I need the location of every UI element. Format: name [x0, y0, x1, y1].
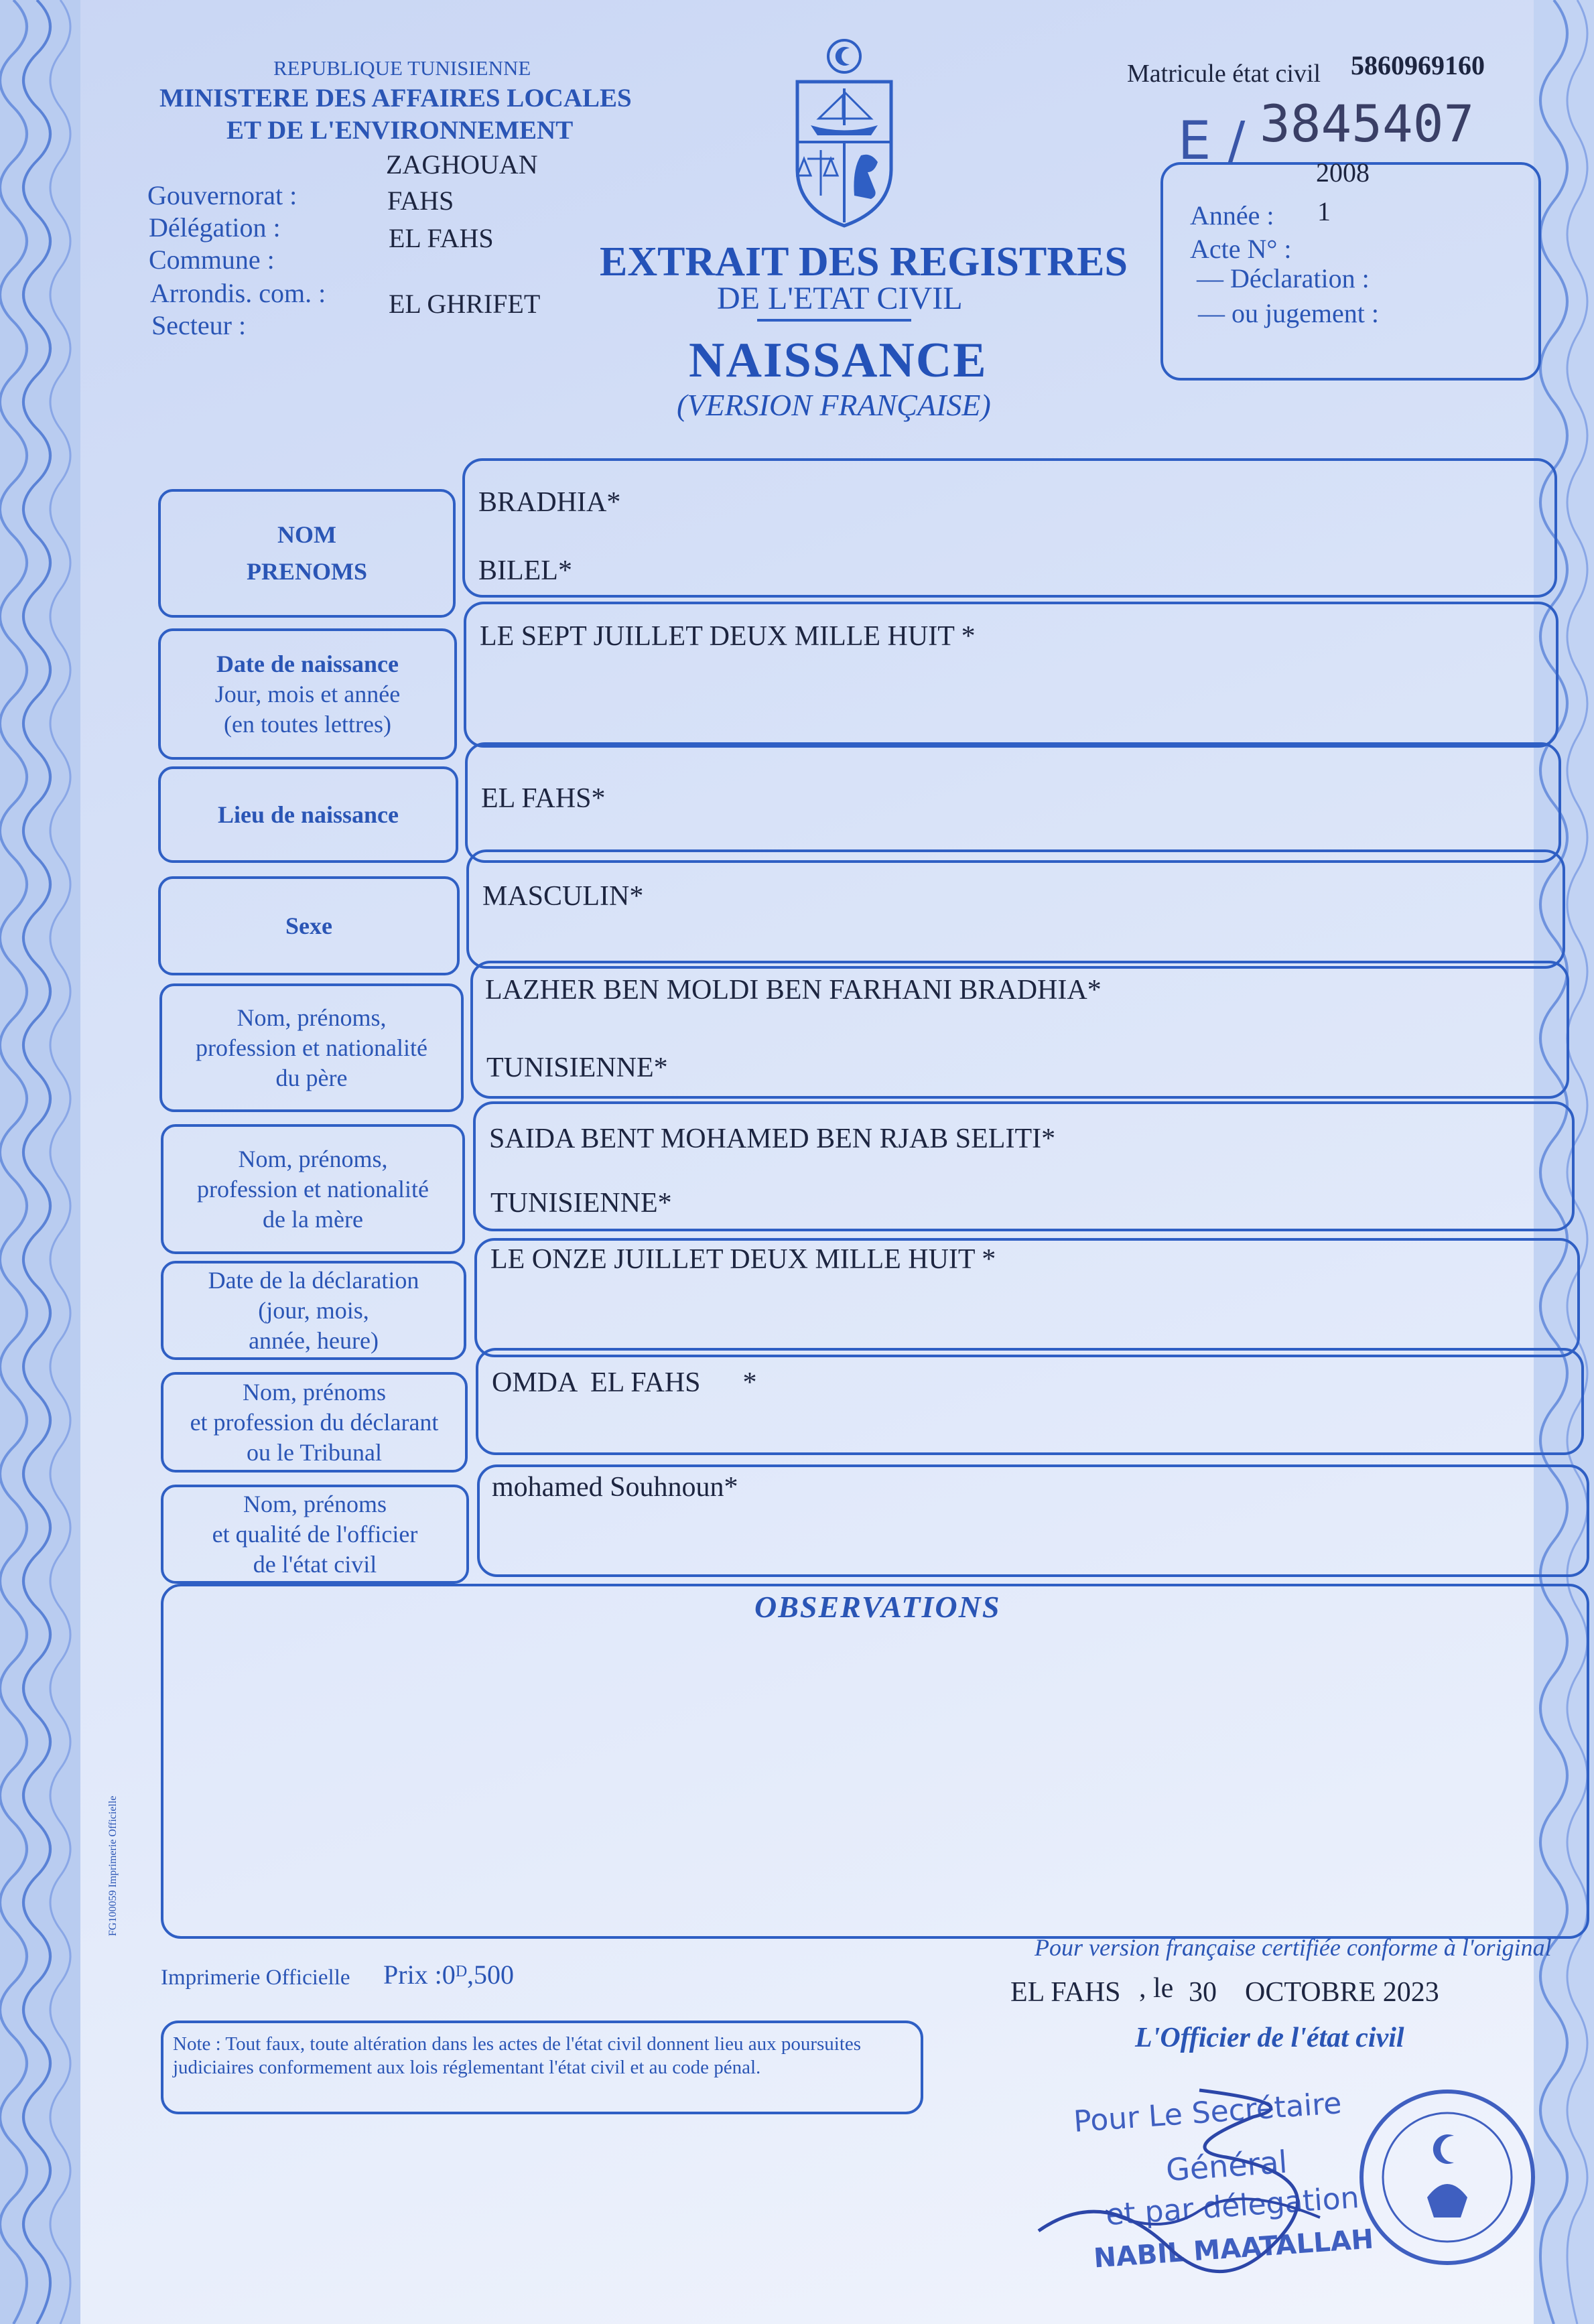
republique-text: REPUBLIQUE TUNISIENNE — [273, 56, 531, 80]
jugement-label: — ou jugement : — [1198, 298, 1379, 328]
declarant-label3: ou le Tribunal — [246, 1438, 383, 1466]
declaration-date-value: LE ONZE JUILLET DEUX MILLE HUIT * — [490, 1244, 996, 1275]
gouvernorat-value: ZAGHOUAN — [386, 149, 538, 180]
title-etat-civil: DE L'ETAT CIVIL — [717, 281, 963, 316]
note-box — [161, 2021, 923, 2114]
pere-label3: du père — [275, 1064, 348, 1091]
nom-label: NOM — [277, 521, 336, 548]
declaration-date-label3: année, heure) — [249, 1326, 379, 1354]
official-seal-icon — [1353, 2083, 1541, 2271]
declaration-date-label1: Date de la déclaration — [208, 1266, 419, 1294]
mere-label2: profession et nationalité — [197, 1175, 429, 1203]
gouvernorat-label: Gouvernorat : — [147, 180, 297, 210]
note-text: Note : Tout faux, toute altération dans les actes de l'état civil donnent lieu aux poursuites judiciaires conformement aux lois réglementant l'état civil et au code pénal. — [173, 2033, 862, 2078]
declarant-label1: Nom, prénoms — [243, 1378, 386, 1406]
mere-label1: Nom, prénoms, — [238, 1145, 388, 1172]
label-sexe — [158, 876, 460, 975]
declaration-date-label2: (jour, mois, — [258, 1296, 369, 1324]
acte-value: 1 — [1317, 196, 1331, 226]
label-declarant — [161, 1372, 468, 1473]
matricule-value: 5860969160 — [1351, 50, 1485, 80]
commune-value: EL FAHS — [389, 223, 494, 253]
label-nom-prenoms — [158, 489, 456, 618]
declaration-label: — Déclaration : — [1197, 263, 1370, 293]
title-naissance: NAISSANCE — [689, 333, 988, 388]
date-text: 30 OCTOBRE 2023 — [1189, 1977, 1439, 2008]
prix-text: Prix :0ᴰ,500 — [383, 1960, 514, 1990]
label-officier — [161, 1485, 469, 1584]
pere-label2: profession et nationalité — [196, 1034, 427, 1061]
mere-value1: SAIDA BENT MOHAMED BEN RJAB SELITI* — [489, 1123, 1056, 1154]
title-version: (VERSION FRANÇAISE) — [677, 388, 991, 422]
stamp-line2: Général — [1165, 2143, 1288, 2189]
sexe-label: Sexe — [285, 912, 332, 939]
annee-value: 2008 — [1316, 157, 1370, 188]
value-box-lieu — [465, 742, 1561, 863]
stamp-line1: Pour Le Secrétaire — [1072, 2086, 1343, 2139]
stamp-line3: et par délegation — [1104, 2180, 1361, 2233]
declarant-value: OMDA EL FAHS * — [492, 1367, 757, 1398]
declarant-label2: et profession du déclarant — [190, 1408, 439, 1436]
date-naissance-value: LE SEPT JUILLET DEUX MILLE HUIT * — [480, 621, 976, 652]
label-date-naissance — [158, 628, 457, 760]
label-mere — [161, 1124, 465, 1254]
commune-label: Commune : — [149, 245, 275, 275]
officier-label1: Nom, prénoms — [243, 1490, 387, 1517]
label-lieu-naissance — [158, 766, 458, 863]
serial-number: 3845407 — [1260, 94, 1475, 153]
mere-value2: TUNISIENNE* — [490, 1188, 672, 1219]
ministere-line2: ET DE L'ENVIRONNEMENT — [226, 116, 574, 145]
ministere-line1: MINISTERE DES AFFAIRES LOCALES — [159, 84, 632, 113]
side-print-code: FG100059 Imprimerie Officielle — [107, 1795, 119, 1936]
imprimerie-text: Imprimerie Officielle — [161, 1966, 350, 1990]
secteur-label: Secteur : — [151, 310, 247, 340]
mere-label3: de la mère — [263, 1205, 363, 1233]
observations-box — [161, 1584, 1589, 1939]
value-box-nom — [462, 458, 1557, 598]
delegation-value: FAHS — [387, 186, 454, 216]
secteur-value: EL GHRIFET — [389, 289, 541, 319]
pere-label1: Nom, prénoms, — [237, 1004, 387, 1031]
sexe-value: MASCULIN* — [482, 881, 644, 912]
date-separator: , le — [1139, 1973, 1174, 2004]
stamp-line4: NABIL MAATALLAH — [1092, 2224, 1375, 2274]
pere-value1: LAZHER BEN MOLDI BEN FARHANI BRADHIA* — [485, 975, 1102, 1006]
officier-label3: de l'état civil — [253, 1550, 377, 1578]
title-underline — [757, 319, 911, 322]
date-naissance-label2: Jour, mois et année — [214, 680, 401, 707]
title-extrait: EXTRAIT DES REGISTRES — [600, 239, 1128, 285]
place-text: EL FAHS — [1010, 1977, 1121, 2008]
observations-label: OBSERVATIONS — [754, 1590, 1001, 1624]
certified-text: Pour version française certifiée conforme à l'original — [1035, 1934, 1552, 1961]
pere-value2: TUNISIENNE* — [486, 1052, 668, 1083]
date-naissance-label3: (en toutes lettres) — [224, 710, 391, 738]
officier-label2: et qualité de l'officier — [212, 1520, 418, 1548]
tunisia-coat-of-arms-icon — [777, 35, 911, 229]
date-naissance-label1: Date de naissance — [216, 650, 399, 677]
serial-prefix: E / — [1178, 111, 1246, 172]
annee-label: Année : — [1190, 200, 1274, 230]
label-declaration — [161, 1261, 466, 1360]
prenoms-label: PRENOMS — [247, 558, 367, 585]
matricule-label: Matricule état civil — [1127, 60, 1321, 88]
officer-title: L'Officier de l'état civil — [1135, 2023, 1404, 2053]
acte-label: Acte N° : — [1190, 234, 1292, 264]
label-pere — [159, 983, 464, 1112]
guilloche-border-left — [0, 0, 80, 2324]
delegation-label: Délégation : — [149, 212, 281, 243]
prenoms-value: BILEL* — [478, 555, 572, 586]
lieu-label: Lieu de naissance — [217, 801, 399, 828]
value-box-declarant — [476, 1348, 1584, 1455]
officier-value: mohamed Souhnoun* — [492, 1472, 738, 1503]
nom-value: BRADHIA* — [478, 487, 621, 518]
arrondis-label: Arrondis. com. : — [150, 278, 326, 308]
lieu-value: EL FAHS* — [481, 783, 606, 814]
